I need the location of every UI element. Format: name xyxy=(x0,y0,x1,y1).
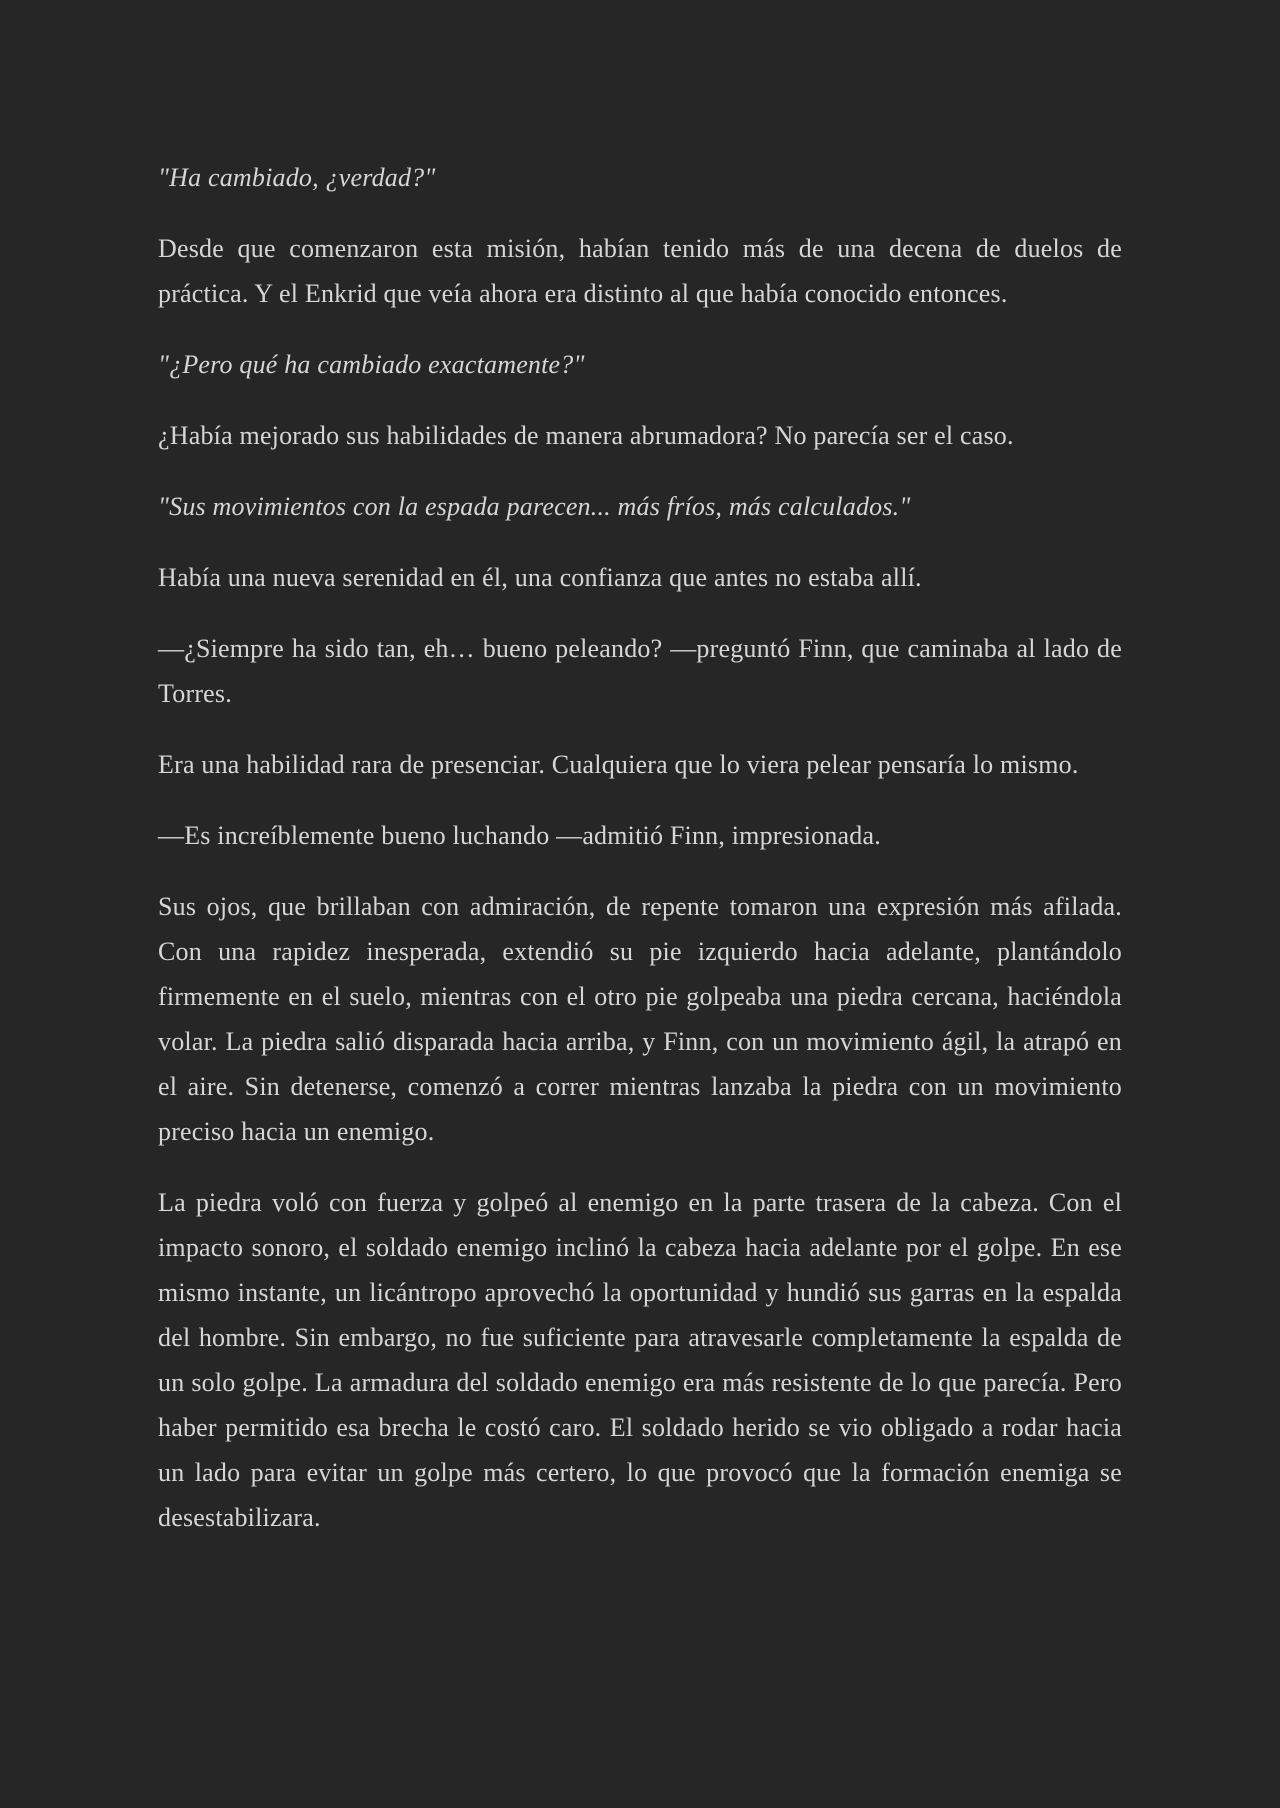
paragraph-dialogue: —Es increíblemente bueno luchando —admitió Finn, impresionada. xyxy=(158,821,881,850)
paragraph: La piedra voló con fuerza y golpeó al enemigo en la parte trasera de la cabeza. Con el impacto sonoro, el soldado enemigo inclinó la cabeza hacia adelante por el golpe. En ese mismo instante, un licántropo aprovechó la oportunidad y hundió sus garras en la espalda del hombre. Sin embargo, no fue suficiente para atravesarle completamente la espalda de un solo golpe. La armadura del soldado enemigo era más resistente de lo que parecía. Pero haber permitido esa brecha le costó caro. El soldado herido se vio obligado a rodar hacia un lado para evitar un golpe más certero, lo que provocó que la formación enemiga se desestabilizara. xyxy=(158,1188,1122,1532)
paragraph-inner-thought: "Ha cambiado, ¿verdad?" xyxy=(158,163,436,192)
paragraph: Era una habilidad rara de presenciar. Cualquiera que lo viera pelear pensaría lo mismo. xyxy=(158,750,1079,779)
paragraph: ¿Había mejorado sus habilidades de manera abrumadora? No parecía ser el caso. xyxy=(158,421,1014,450)
chapter-text-body xyxy=(158,155,1122,1540)
paragraph: Había una nueva serenidad en él, una confianza que antes no estaba allí. xyxy=(158,563,922,592)
paragraph: Desde que comenzaron esta misión, habían tenido más de una decena de duelos de práctica. Y el Enkrid que veía ahora era distinto al que había conocido entonces. xyxy=(158,234,1122,308)
paragraph-dialogue: —¿Siempre ha sido tan, eh… bueno peleando? —preguntó Finn, que caminaba al lado de Torres. xyxy=(158,634,1122,708)
paragraph-inner-thought: "Sus movimientos con la espada parecen... más fríos, más calculados." xyxy=(158,492,911,521)
paragraph-inner-thought: "¿Pero qué ha cambiado exactamente?" xyxy=(158,350,585,379)
paragraph: Sus ojos, que brillaban con admiración, de repente tomaron una expresión más afilada. Con una rapidez inesperada, extendió su pie izquierdo hacia adelante, plantándolo firmemente en el suelo, mientras con el otro pie golpeaba una piedra cercana, haciéndola volar. La piedra salió disparada hacia arriba, y Finn, con un movimiento ágil, la atrapó en el aire. Sin detenerse, comenzó a correr mientras lanzaba la piedra con un movimiento preciso hacia un enemigo. xyxy=(158,892,1122,1146)
